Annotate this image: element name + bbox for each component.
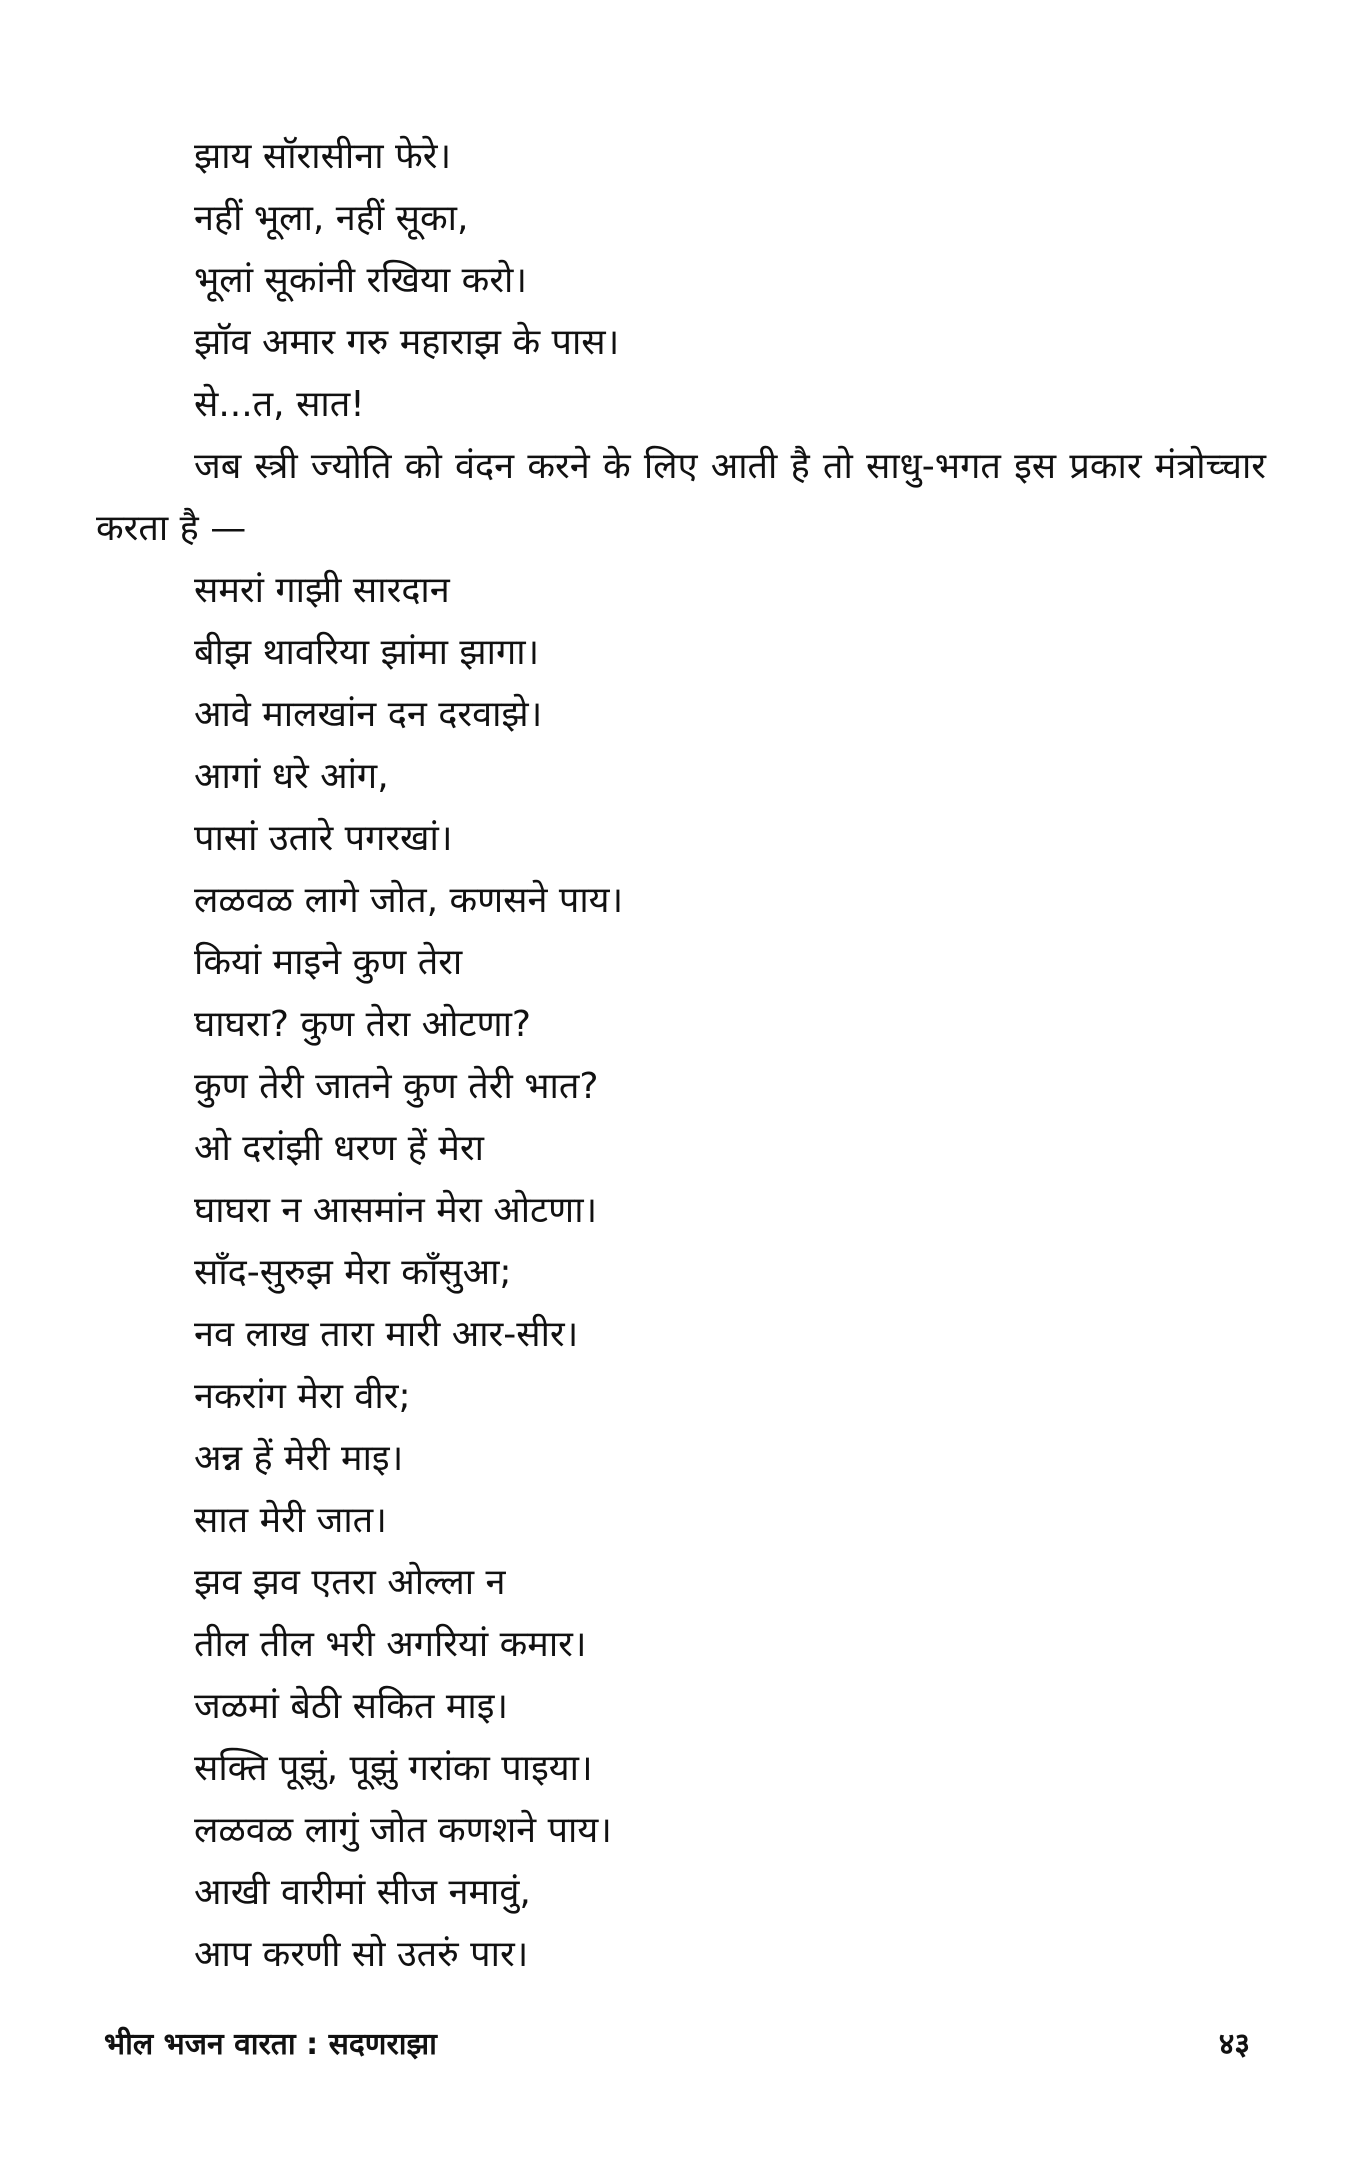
verse-line: पासां उतारे पगरखां।: [194, 818, 453, 859]
verse-line: घाघरा? कुण तेरा ओटणा?: [194, 1004, 532, 1045]
page-footer: [104, 2022, 1250, 2063]
verse-body: [96, 126, 1266, 1986]
verse-line: साँद-सुरुझ मेरा काँसुआ;: [194, 1252, 512, 1293]
verse-line: आवे मालखांन दन दरवाझे।: [194, 694, 543, 735]
verse-line: घाघरा न आसमांन मेरा ओटणा।: [194, 1190, 598, 1231]
verse-line: नव लाख तारा मारी आर-सीर।: [194, 1314, 579, 1355]
verse-line: जळमां बेठी सकित माइ।: [194, 1686, 509, 1727]
verse-line: नकरांग मेरा वीर;: [194, 1376, 411, 1417]
verse-line: ओ दरांझी धरण हें मेरा: [194, 1128, 484, 1169]
prose-paragraph: जब स्त्री ज्योति को वंदन करने के लिए आती है तो साधु-भगत इस प्रकार मंत्रोच्चार करता है —: [96, 446, 1266, 549]
verse-line: सक्ति पूझुं, पूझुं गरांका पाइया।: [194, 1748, 593, 1789]
verse-line: लळवळ लागुं जोत कणशने पाय।: [194, 1810, 612, 1851]
verse-line: भूलां सूकांनी रखिया करो।: [194, 260, 528, 301]
verse-line: अन्न हें मेरी माइ।: [194, 1438, 404, 1479]
verse-line: झव झव एतरा ओल्ला न: [194, 1562, 506, 1603]
verse-line: से...त, सात!: [194, 384, 365, 425]
verse-line: आखी वारीमां सीज नमावुं,: [194, 1872, 531, 1913]
verse-line: झाय सॉरासीना फेरे।: [194, 136, 452, 177]
verse-line: नहीं भूला, नहीं सूका,: [194, 198, 469, 239]
verse-line: झॉव अमार गरु महाराझ के पास।: [194, 322, 620, 363]
verse-line: तील तील भरी अगरियां कमार।: [194, 1624, 587, 1665]
verse-line: आगां धरे आंग,: [194, 756, 389, 797]
verse-line: सात मेरी जात।: [194, 1500, 387, 1541]
verse-line: लळवळ लागे जोत, कणसने पाय।: [194, 880, 624, 921]
verse-line: आप करणी सो उतरुं पार।: [194, 1934, 529, 1975]
running-title: भील भजन वारता : सदणराझा: [104, 2027, 437, 2062]
verse-line: कुण तेरी जातने कुण तेरी भात?: [194, 1066, 599, 1107]
verse-line: कियां माइने कुण तेरा: [194, 942, 463, 983]
verse-line: बीझ थावरिया झांमा झागा।: [194, 632, 540, 673]
verse-line: समरां गाझी सारदान: [194, 570, 450, 611]
page-number: ४३: [1218, 2027, 1250, 2062]
